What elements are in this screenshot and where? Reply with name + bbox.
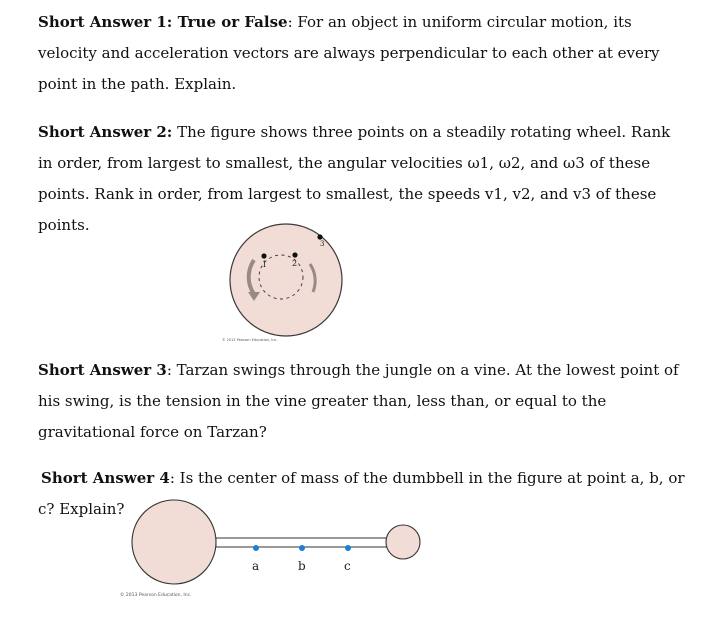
q2-text-1: The figure shows three points on a steadily rotating wheel. Rank bbox=[172, 123, 671, 141]
dumbbell-rod bbox=[216, 538, 402, 547]
q1-separator: : bbox=[287, 13, 298, 31]
q3-line-3: gravitational force on Tarzan? bbox=[38, 423, 267, 441]
q3-heading: Short Answer 3 bbox=[38, 361, 167, 379]
q2-line-4: points. bbox=[38, 216, 90, 234]
short-answer-2 bbox=[38, 117, 698, 241]
dumbbell-label-c: c bbox=[344, 559, 351, 573]
wheel-point-label-1: 1 bbox=[262, 260, 268, 269]
q2-line-1 bbox=[38, 117, 698, 148]
dumbbell-large-sphere bbox=[132, 500, 216, 584]
wheel-point-label-3: 3 bbox=[320, 240, 325, 248]
q1-text-1: For an object in uniform circular motion, its bbox=[297, 13, 632, 31]
wheel-point-label-2: 2 bbox=[292, 259, 298, 268]
wheel-point-3 bbox=[317, 234, 322, 239]
short-answer-1 bbox=[38, 7, 698, 100]
q1-line-1 bbox=[38, 7, 698, 38]
dumbbell-point-c bbox=[345, 545, 351, 551]
dumbbell-point-a bbox=[253, 545, 259, 551]
short-answer-3 bbox=[38, 355, 698, 448]
q4-line-2: c? Explain? bbox=[38, 500, 125, 518]
q1-heading: Short Answer 1: True or False bbox=[38, 13, 288, 31]
q1-line-2: velocity and acceleration vectors are always perpendicular to each other at every bbox=[38, 44, 660, 62]
dumbbell-small-sphere bbox=[386, 525, 420, 559]
q1-line-3: point in the path. Explain. bbox=[38, 75, 237, 93]
q3-line-2: his swing, is the tension in the vine greater than, less than, or equal to the bbox=[38, 392, 607, 410]
q3-separator: : bbox=[166, 361, 177, 379]
q3-text-1: Tarzan swings through the jungle on a vine. At the lowest point of bbox=[176, 361, 679, 379]
rotating-wheel-figure bbox=[220, 222, 350, 348]
q4-line-1 bbox=[41, 463, 701, 494]
wheel-point-1 bbox=[261, 253, 266, 258]
q3-line-1 bbox=[38, 355, 698, 386]
q2-line-3: points. Rank in order, from largest to smallest, the speeds v1, v2, and v3 of these bbox=[38, 185, 657, 203]
wheel-disk bbox=[230, 224, 342, 336]
dumbbell-label-b: b bbox=[298, 559, 306, 573]
q4-heading: Short Answer 4 bbox=[41, 469, 170, 487]
q2-line-2: in order, from largest to smallest, the angular velocities ω1, ω2, and ω3 of these bbox=[38, 154, 651, 172]
q4-text-1: Is the center of mass of the dumbbell in the figure at point a, b, or bbox=[179, 469, 685, 487]
dumbbell-credit: © 2013 Pearson Education, Inc. bbox=[120, 593, 192, 598]
dumbbell-figure bbox=[118, 498, 428, 600]
wheel-point-2 bbox=[292, 252, 297, 257]
dumbbell-point-b bbox=[299, 545, 305, 551]
dumbbell-label-a: a bbox=[252, 559, 260, 573]
q4-separator: : bbox=[169, 469, 180, 487]
q2-heading: Short Answer 2: bbox=[38, 123, 173, 141]
wheel-credit: © 2013 Pearson Education, Inc. bbox=[222, 338, 278, 342]
